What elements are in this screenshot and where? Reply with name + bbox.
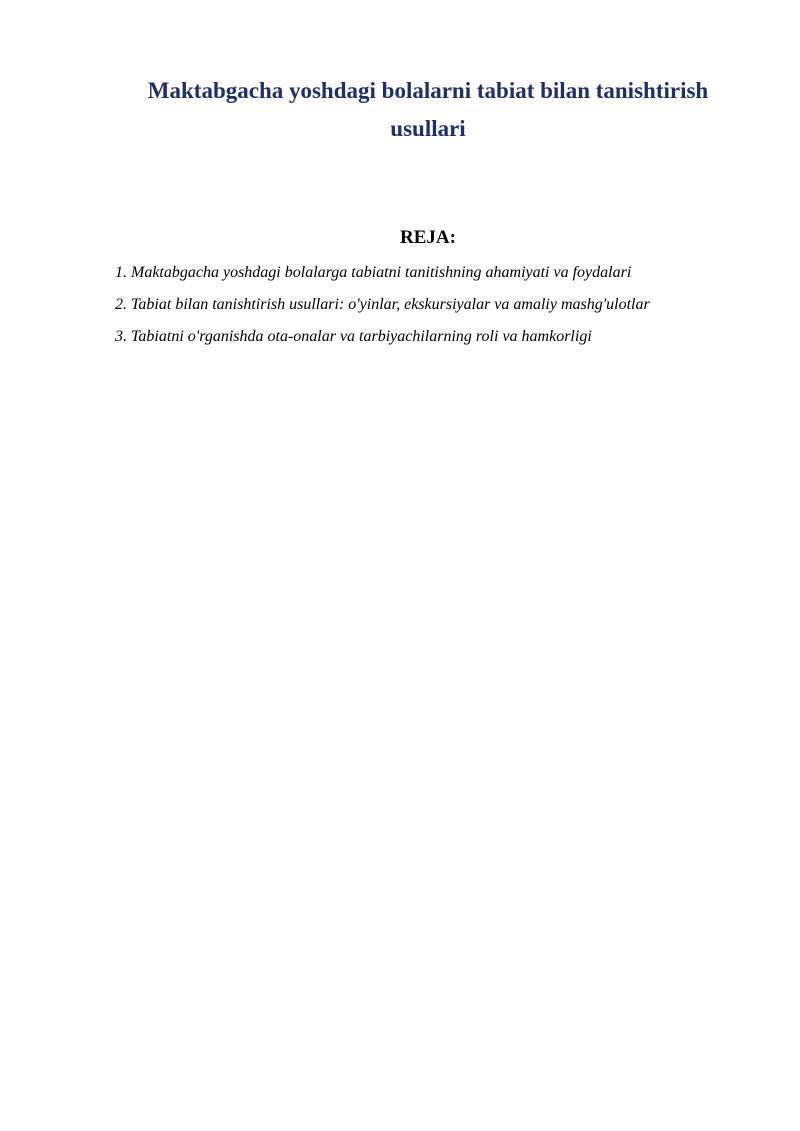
plan-heading: REJA: — [400, 227, 456, 248]
plan-item: 1. Maktabgacha yoshdagi bolalarga tabiatni tanitishning ahamiyati va foydalari — [115, 264, 632, 281]
document-title: Maktabgacha yoshdagi bolalarni tabiat bilan tanishtirish usullari — [147, 78, 709, 141]
plan-item: 3. Tabiatni o'rganishda ota-onalar va tarbiyachilarning roli va hamkorligi — [115, 328, 592, 345]
plan-item: 2. Tabiat bilan tanishtirish usullari: o'yinlar, ekskursiyalar va amaliy mashg'ulotlar — [115, 296, 650, 313]
plan-list — [115, 259, 741, 355]
